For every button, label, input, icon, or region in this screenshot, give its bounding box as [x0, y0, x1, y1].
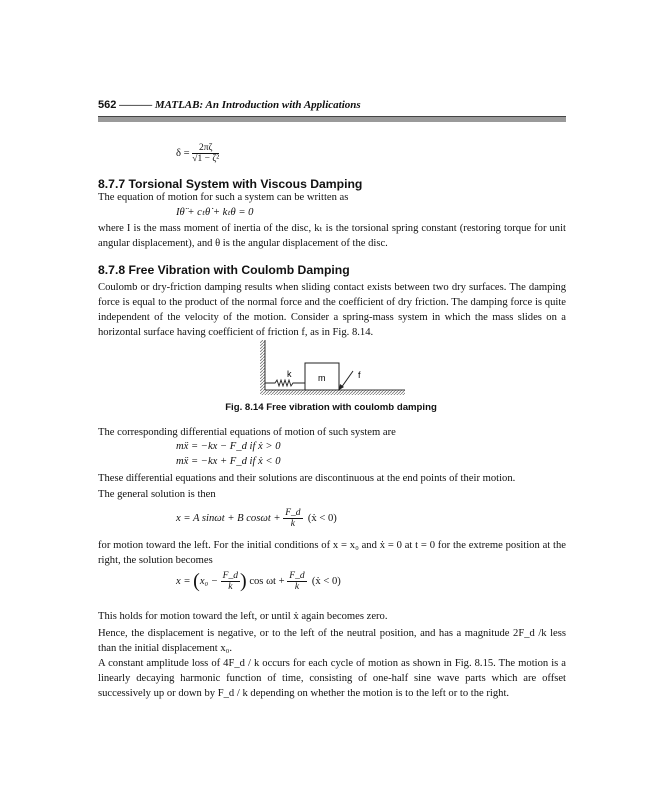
eq3-denominator: k — [290, 519, 295, 529]
section-heading-878: 8.7.8 Free Vibration with Coulomb Damping — [98, 263, 350, 277]
paragraph: A constant amplitude loss of 4F_d / k occurs for each cycle of motion as shown in Fig. 8.15. The motion is a linearly decaying harmonic function of time, consisting of one-half sine wave parts which are offset successively up or down by F_d / k depending on whether the motion is to the left or to the right. — [98, 658, 566, 699]
running-header — [98, 99, 361, 111]
header-dash: ——— — [119, 99, 153, 111]
eq4-condition: (ẋ < 0) — [311, 575, 341, 587]
eq3-left: x = A sinωt + B cosωt + — [176, 512, 281, 524]
delta-equation — [176, 143, 219, 164]
eq4-x0: x₀ − — [199, 575, 219, 587]
paragraph: These differential equations and their solutions are discontinuous at the end points of their motion. — [98, 473, 516, 484]
eq4-left: x = — [176, 575, 191, 587]
header-rule — [98, 116, 566, 122]
floor — [265, 390, 405, 395]
page-number: 562 — [98, 99, 117, 111]
eq4-numerator: F_d — [222, 571, 238, 581]
friction-label: f — [358, 370, 361, 380]
paragraph: The equation of motion for such a system can be written as — [98, 192, 349, 203]
eq3-numerator: F_d — [285, 508, 301, 518]
spring-label: k — [287, 369, 292, 379]
spring — [265, 380, 305, 386]
paragraph: Coulomb or dry-friction damping results when sliding contact exists between two dry surfaces. The damping force is equal to the product of the normal force and the coefficient of dry friction. The damping force is quite independent of the velocity of the motion. Consider a spring-mass system in which the mass slides on a horizontal surface having coefficient of friction f, as in Fig. 8.14. — [98, 282, 566, 338]
wall — [260, 340, 265, 395]
equation-1: mẍ = −kx − F_d if ẋ > 0 — [176, 441, 281, 452]
eq4-denominator: k — [228, 582, 233, 592]
figure-caption: Fig. 8.14 Free vibration with coulomb damping — [225, 402, 437, 413]
friction-arrow — [341, 371, 353, 388]
book-title: MATLAB: An Introduction with Applications — [154, 99, 361, 111]
paragraph: The general solution is then — [98, 489, 216, 500]
torsional-equation: Iθ̈ + cₜθ̇ + kₜθ = 0 — [176, 207, 254, 218]
spring-mass-figure — [260, 340, 410, 400]
eq4-denominator-2: k — [294, 582, 300, 592]
delta-lhs: δ = — [176, 147, 190, 159]
eq3-condition: (ẋ < 0) — [307, 512, 337, 524]
eq4-middle: cos ωt + — [249, 575, 285, 587]
equation-3 — [176, 508, 337, 529]
paragraph: where I is the mass moment of inertia of the disc, kₜ is the torsional spring constant (restoring torque for unit angular displacement), and θ is the angular displacement of the disc. — [98, 223, 566, 249]
delta-denominator: √1 − ζ² — [192, 154, 220, 164]
section-heading-877: 8.7.7 Torsional System with Viscous Damping — [98, 177, 363, 191]
delta-numerator: 2πζ — [192, 143, 219, 154]
equation-2: mẍ = −kx + F_d if ẋ < 0 — [176, 456, 281, 467]
paragraph: for motion toward the left. For the initial conditions of x = x₀ and ẋ = 0 at t = 0 for the extreme position at the right, the solution becomes — [98, 540, 566, 566]
paragraph: Hence, the displacement is negative, or to the left of the neutral position, and has a magnitude 2F_d /k less than the initial displacement x₀. — [98, 628, 566, 654]
paragraph: The corresponding differential equations of motion of such system are — [98, 427, 396, 438]
equation-4: x = (x₀ − $\frac{F\_d}{k}$ ) cos ωt + $\frac{F\_d}{k}$ (ẋ < 0) — [176, 570, 341, 592]
mass-label: m — [318, 373, 326, 383]
paragraph: This holds for motion toward the left, or until ẋ again becomes zero. — [98, 611, 388, 622]
eq4-numerator-2: F_d — [289, 571, 305, 581]
